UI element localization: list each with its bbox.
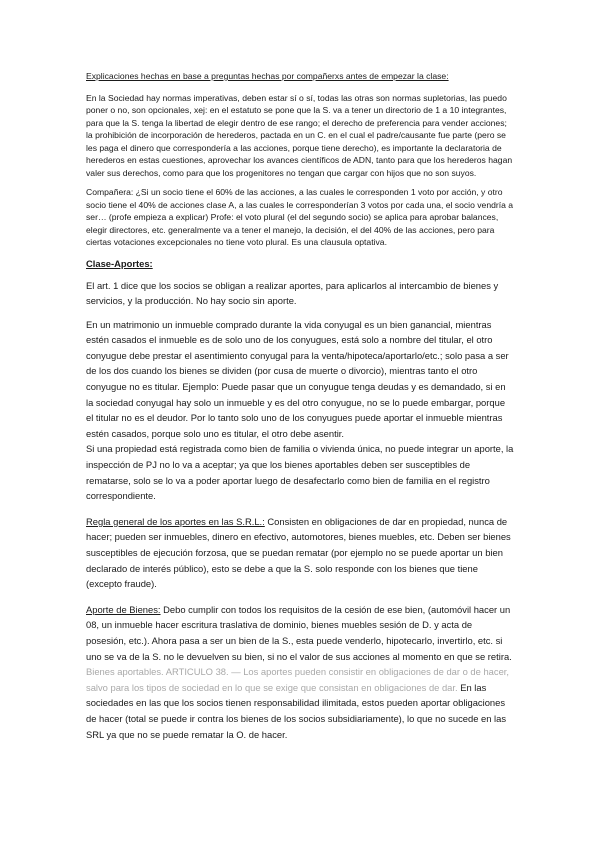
aporte-de-bienes-label: Aporte de Bienes: (86, 603, 161, 615)
paragraph-bien-de-familia: Si una propiedad está registrada como bien de familia o vivienda única, no puede integrar un aporte, la inspección de PJ no lo va a aceptar; ya que los bienes aportables deben ser susceptibles de rematarse, solo se lo va a poder aportar luego de desafectarlo como bien de familia en el registro correspondiente. (86, 443, 514, 502)
aporte-de-bienes-tail: En las sociedades en las que los socios tienen responsabilidad ilimitada, estos pueden aportar obligaciones de hacer (total se puede ir contra los bienes de los socios subsidiariamente), lo que no sucede en las SRL ya que no se puede rematar la O. de hacer. (86, 681, 507, 740)
paragraph-art-1: El art. 1 dice que los socios se obligan a realizar aportes, para aplicarlos al intercambio de bienes y servicios, y la producción. No hay socio sin aporte. (86, 279, 499, 307)
intro-heading: Explicaciones hechas en base a preguntas hechas por compañerxs antes de empezar la clase: (86, 71, 449, 81)
paragraph-companera-pregunta: Compañera: ¿Si un socio tiene el 60% de las acciones, a las cuales le corresponden 1 voto por acción, y otro socio tiene el 40% de acciones clase A, a las cuales le corresponderían 3 votos por cada una, el socio vendría a ser… (profe empieza a explicar) Profe: el voto plural (el del segundo socio) se aplica para aprobar balances, elegir directores, etc. generalmente va a tener el manejo, la decisión, el del 40% de las acciones, pero para ciertas votaciones excepcionales no tiene voto plural. Es una clausula optativa. (86, 187, 514, 247)
aporte-de-bienes-text: Debo cumplir con todos los requisitos de la cesión de ese bien, (automóvil hacer un 08, un inmueble hacer escritura traslativa de dominio, bienes muebles sesión de D. y acta de posesión, etc.). Ahora pasa a ser un bien de la S., esta puede venderlo, hipotecarlo, invertirlo, etc. si uno se va de la S. no le devuelven su bien, si no el valor de sus acciones al momento en que se retira. (86, 603, 512, 662)
articulo-38-quote: Bienes aportables. ARTICULO 38. — Los aportes pueden consistir en obligaciones de dar o de hacer, salvo para los tipos de sociedad en lo que se exige que consistan en obligaciones de dar. (86, 666, 509, 693)
section-heading-clase-aportes: Clase-Aportes: (86, 257, 153, 269)
paragraph-aporte-de-bienes (86, 602, 514, 742)
regla-general-text: Consisten en obligaciones de dar en propiedad, nunca de hacer; pueden ser inmuebles, dinero en efectivo, automotores, bienes muebles, etc. Deben ser bienes susceptibles de ejecución forzosa, que se puedan rematar (por ejemplo no se puede aportar un bien declarado de interés público), esto se debe a que la S. solo responde con los bienes que tiene (excepto fraude). (86, 515, 511, 590)
regla-general-label: Regla general de los aportes en las S.R.L.: (86, 515, 265, 527)
paragraph-matrimonio: En un matrimonio un inmueble comprado durante la vida conyugal es un bien ganancial, mientras estén casados el inmueble es de solo uno de los conyugues, está solo a nombre del titular, el otro conyugue debe prestar el asentimiento conyugal para la venta/hipoteca/aportarlo/etc.; solo pasa a ser de los dos cuando los bienes se dividen (por cusa de muerte o divorcio), mientras tanto el otro conyugue no es titular. Ejemplo: Puede pasar que un conyugue tenga deudas y es demandado, si en la sociedad conyugal hay solo un inmueble y es del otro conyugue, no se lo puede embargar, porque el titular no es el deudor. Por lo tanto solo uno de los conyugues puede aportar el inmueble mientras estén casados, porque solo uno es titular, el otro debe asentir. (86, 318, 509, 439)
paragraph-regla-general (86, 514, 514, 592)
paragraph-normas-imperativas: En la Sociedad hay normas imperativas, deben estar sí o sí, todas las otras son normas supletorias, las puedo poner o no, son opcionales, xej: en el estatuto se pone que la S. va a tener un directorio de 1 a 10 integrantes, para que la S. tenga la libertad de elegir dentro de ese rango; el derecho de preferencia para vender acciones; la prohibición de incorporación de herederos, pactada en un C. en el cual el padre/causante fue parte (pero se les paga el dinero que correspondería a las acciones, porque tiene derecho), es importante la declaratoria de herederos en estas cuestiones, aprovechar los avances científicos de ADN, tanto para que los herederos hagan valer sus derechos, como para que los progenitores no tengan que cargar con hijos que no son suyos. (86, 92, 513, 178)
